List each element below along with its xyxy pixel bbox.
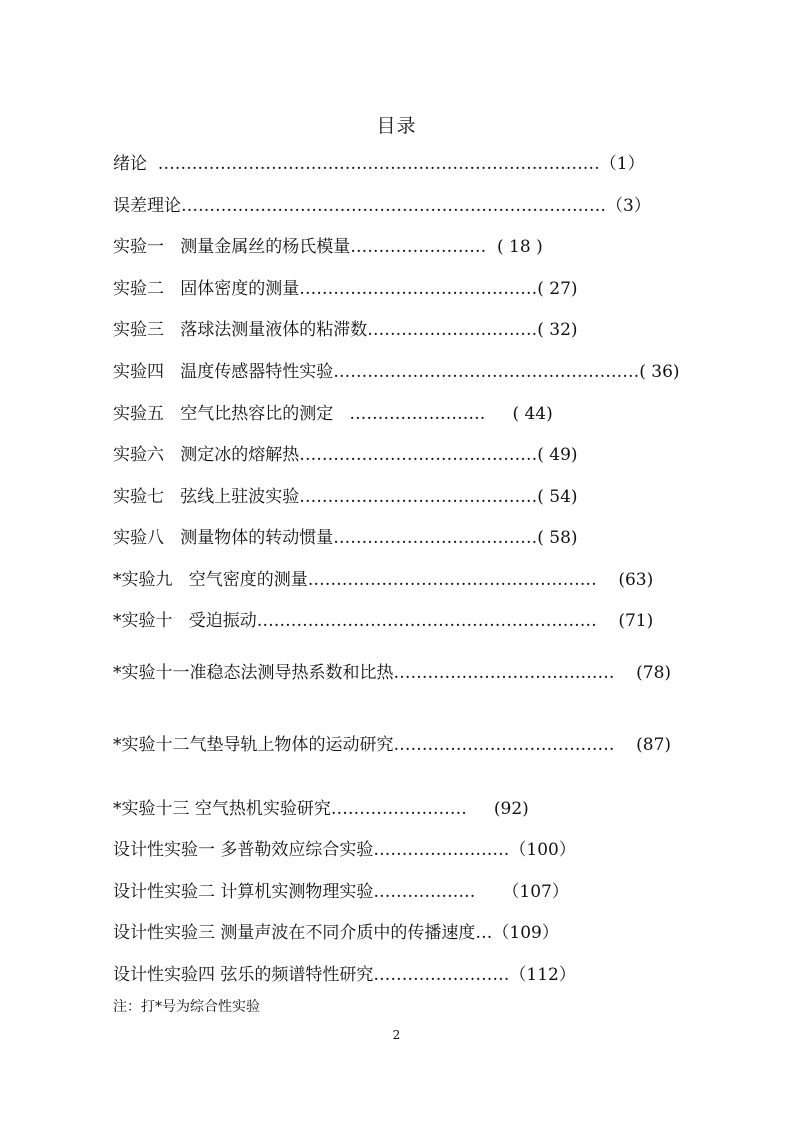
- toc-entry: 误差理论…………………………………………………………………（3）: [113, 196, 651, 216]
- page-title: 目录: [376, 115, 417, 137]
- toc-entry: 实验六 测定冰的熔解热……………………………………( 49): [113, 445, 578, 465]
- page-number: 2: [392, 1028, 401, 1042]
- toc-entry: 实验八 测量物体的转动惯量………………………………( 58): [113, 528, 578, 548]
- toc-entry: 设计性实验二 计算机实测物理实验……………… （107）: [113, 882, 569, 902]
- toc-entry: 实验七 弦线上驻波实验……………………………………( 54): [113, 487, 578, 507]
- toc-entry: 设计性实验一 多普勒效应综合实验……………………（100）: [113, 840, 576, 860]
- toc-entry: 设计性实验三 测量声波在不同介质中的传播速度…（109）: [113, 923, 559, 943]
- toc-entry: *实验十一准稳态法测导热系数和比热………………………………… (78): [113, 663, 672, 683]
- toc-entry: 实验一 测量金属丝的杨氏模量…………………… ( 18 ): [113, 237, 543, 257]
- footnote: 注：打*号为综合性实验: [113, 999, 260, 1015]
- toc-entry: 实验三 落球法测量液体的粘滞数…………………………( 32): [113, 320, 578, 340]
- toc-entry: *实验十二气垫导轨上物体的运动研究………………………………… (87): [113, 735, 672, 755]
- toc-entry: 实验四 温度传感器特性实验………………………………………………( 36): [113, 362, 680, 382]
- toc-entry: *实验十 受迫振动…………………………………………………… (71): [113, 611, 654, 631]
- toc-entry: *实验十三 空气热机实验研究…………………… (92): [113, 799, 529, 819]
- toc-entry: 实验二 固体密度的测量……………………………………( 27): [113, 279, 578, 299]
- toc-entry: *实验九 空气密度的测量…………………………………………… (63): [113, 570, 654, 590]
- toc-entry: 绪论 ……………………………………………………………………（1）: [113, 154, 645, 174]
- toc-entry: 实验五 空气比热容比的测定 …………………… ( 44): [113, 404, 553, 424]
- toc-entry: 设计性实验四 弦乐的频谱特性研究……………………（112）: [113, 965, 576, 985]
